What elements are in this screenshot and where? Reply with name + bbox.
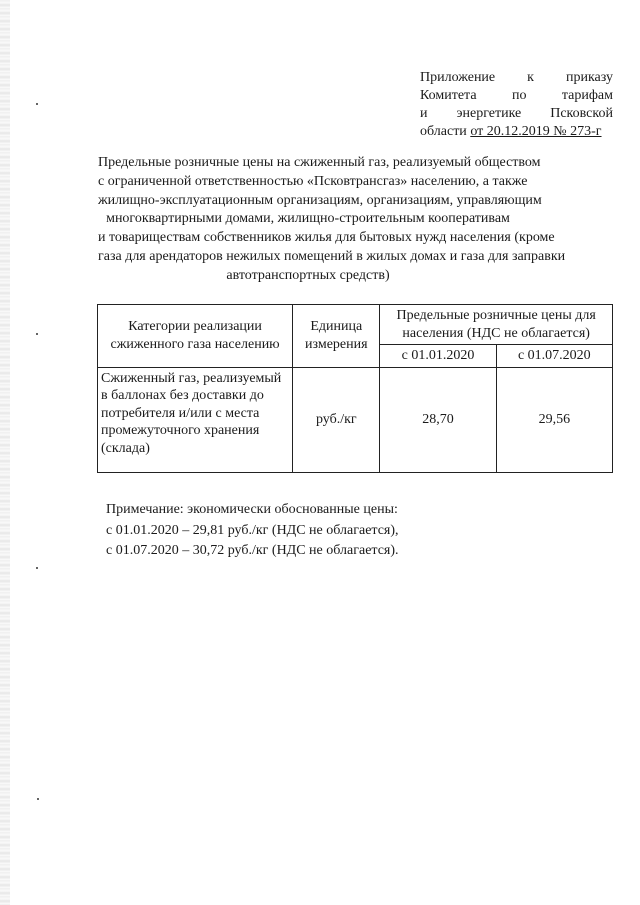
header-category: Категории реализации сжиженного газа населению	[98, 305, 293, 368]
header-prices: Предельные розничные цены для населения (НДС не облагается)	[380, 305, 613, 345]
approval-line-4: области от 20.12.2019 № 273-г	[420, 124, 602, 139]
order-reference: от 20.12.2019 № 273-г	[470, 124, 602, 139]
cell-unit: руб./кг	[293, 367, 380, 472]
scan-speck	[36, 567, 38, 569]
header-date-2: с 01.07.2020	[496, 345, 612, 368]
title-line: многоквартирными домами, жилищно-строительным кооперативам	[106, 211, 510, 227]
scan-edge-artifact	[0, 0, 10, 905]
note-line: с 01.01.2020 – 29,81 руб./кг (НДС не облагается),	[106, 522, 399, 538]
cell-price-2: 29,56	[496, 367, 612, 472]
note-line: с 01.07.2020 – 30,72 руб./кг (НДС не облагается).	[106, 543, 399, 558]
title-line: Предельные розничные цены на сжиженный газ, реализуемый обществом	[98, 155, 541, 170]
title-line: автотранспортных средств)	[226, 267, 390, 283]
scan-speck	[36, 103, 38, 105]
scan-speck	[36, 333, 38, 335]
cell-price-1: 28,70	[380, 367, 496, 472]
header-date-1: с 01.01.2020	[380, 345, 496, 368]
title-line: с ограниченной ответственностью «Псковтрансгаз» населению, а также	[98, 173, 528, 189]
approval-line-3: и энергетике Псковской	[420, 106, 613, 121]
title-line: и товариществам собственников жилья для бытовых нужд населения (кроме	[98, 230, 555, 246]
approval-block	[420, 69, 613, 141]
table-header-row	[98, 305, 613, 345]
table-row	[98, 367, 613, 472]
approval-line-2: Комитета по тарифам	[420, 88, 613, 103]
title-line: газа для арендаторов нежилых помещений в жилых домах и газа для заправки	[98, 248, 566, 264]
prices-table	[97, 304, 613, 473]
note-line: Примечание: экономически обоснованные цены:	[106, 502, 398, 517]
title-line: жилищно-эксплуатационным организациям, организациям, управляющим	[98, 192, 542, 208]
document-title	[98, 154, 566, 286]
scan-speck	[37, 798, 39, 800]
header-unit: Единица измерения	[293, 305, 380, 368]
approval-line-1: Приложение к приказу	[420, 70, 613, 85]
note-block	[106, 500, 526, 562]
cell-category: Сжиженный газ, реализуемый в баллонах без доставки до потребителя и/или с места промежуточного хранения (склада)	[98, 367, 293, 472]
